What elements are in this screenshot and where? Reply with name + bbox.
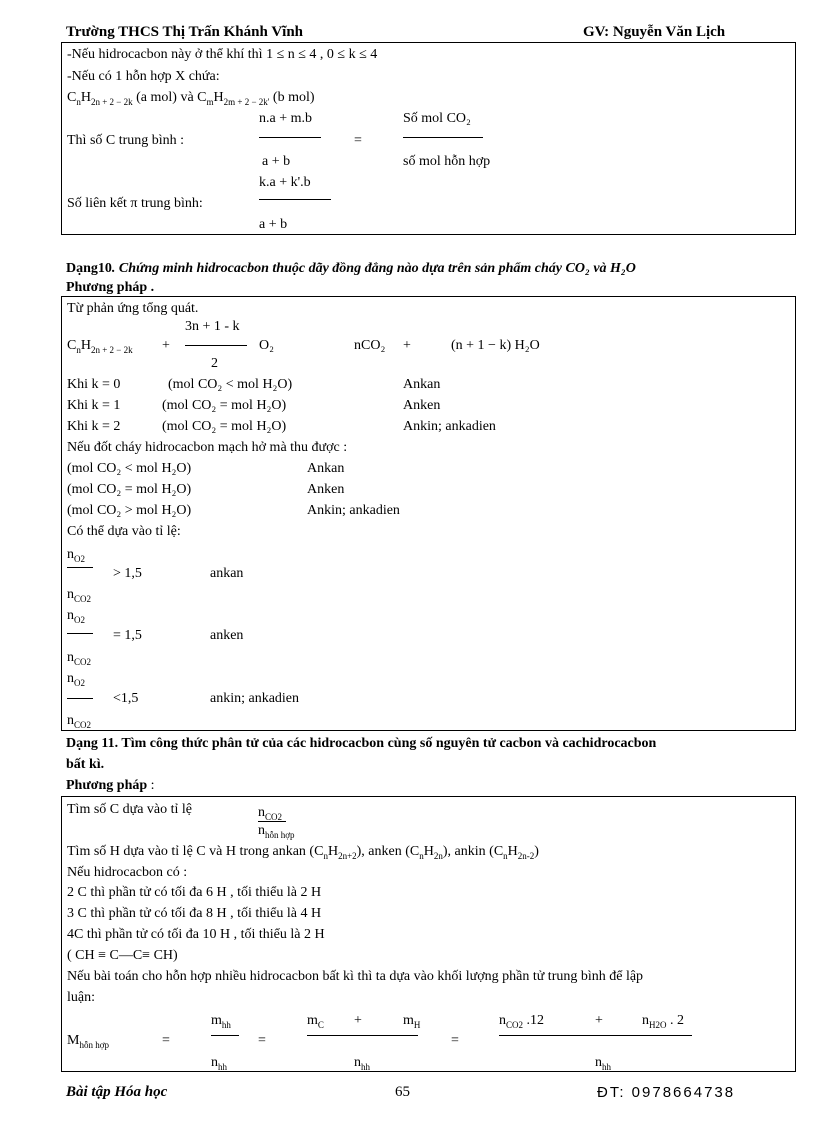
avg-c-denominator: a + b [262,154,291,169]
avg-pi-label: Số liên kết π trung bình: [67,196,203,211]
dang11-title-line2: bất kì. [66,757,105,772]
k2-label: Khi k = 2 [67,419,121,434]
ratio1-result: ankan [210,566,244,581]
box1-mix-formula: $C_nH_{2n + 2 - 2k}$ (a mol) và $C_mH_{2m + 2 - 2k'}$ (b mol) [67,90,315,107]
reaction-co2: nCO₂ [354,338,386,353]
burn-case-3-result: Ankin; ankadien [307,503,400,518]
m-frac3-bar [499,1035,692,1036]
k1-label: Khi k = 1 [67,398,121,413]
reaction-reactant: $C_nH_{2n + 2 - 2k}$ [67,338,133,355]
ratio1-bar [67,567,93,568]
ratio3-value: <1,5 [113,691,139,706]
avg-c-equals: = [354,133,362,148]
dang11-title [66,737,656,751]
dang11-method [66,779,155,793]
avg-c-numerator-2: Số mol CO₂ [403,111,471,126]
k2-result: Ankin; ankadien [403,419,496,434]
k0-condition: (mol CO₂ < mol H₂O) [168,377,293,392]
m-frac3-nh2o: $n_{H2O}$ . 2 [642,1013,684,1030]
ratio2-bar [67,633,93,634]
reaction-o2-numerator: 3n + 1 - k [185,319,240,334]
ratio1-numerator: $n_{O2}$ [67,547,85,564]
ratio1-value: > 1,5 [113,566,142,581]
m-frac1-bar [211,1035,239,1036]
burn-case-2-result: Anken [307,482,345,497]
m-eq-2: = [258,1033,266,1048]
footer-phone: ĐT: 0978664738 [597,1084,736,1101]
m-frac1-numerator: $m_{hh}$ [211,1013,231,1030]
reaction-plus-2: + [403,338,411,353]
ratio1-denominator: $n_{CO2}$ [67,587,92,604]
k0-result: Ankan [403,377,441,392]
m-avg-subscript: hỗn hợp [79,1039,109,1050]
m-frac3-denominator: $n_{hh}$ [595,1055,611,1072]
avg-c-fraction-bar-2 [403,137,483,138]
avg-pi-denominator: a + b [259,217,288,232]
dang10-title-bold: Dạng10 [66,261,112,276]
mix-line-1: Nếu bài toán cho hỗn hợp nhiều hidrocacbon bất kì thì ta dựa vào khối lượng phần tử trung bình để lập [67,969,644,984]
dang10-method-label: Phương pháp [66,280,148,295]
dang11-method-label: Phương pháp [66,778,148,793]
reaction-o2: O₂ [259,338,274,353]
burn-intro: Nếu đốt cháy hidrocacbon mạch hở mà thu được : [67,440,348,455]
header-school: Trường THCS Thị Trấn Khánh Vĩnh [66,24,303,40]
m-frac3-dot2: . 2 [670,1013,684,1028]
dang10-method-end: . [147,280,155,295]
m-avg-symbol: M [67,1033,80,1048]
footer-title: Bài tập Hóa học [66,1084,168,1100]
ratio2-numerator: $n_{O2}$ [67,608,85,625]
box1-mix-mid: (a mol) và [132,90,198,105]
m-eq-3: = [451,1033,459,1048]
avg-c-denominator-2: số mol hỗn hợp [403,154,491,169]
ratio3-result: ankin; ankadien [210,691,300,706]
dang10-method [66,281,154,295]
avg-pi-numerator: k.a + k'.b [259,175,311,190]
ratio2-denominator: $n_{CO2}$ [67,650,92,667]
box1-line1: -Nếu hidrocacbon này ở thể khí thì 1 ≤ n ≤ 4 , 0 ≤ k ≤ 4 [67,47,378,62]
m-frac2-plus: + [354,1013,362,1028]
find-c-label: Tìm số C dựa vào tỉ lệ [67,802,193,817]
m-avg-label [67,1034,109,1048]
dang11-method-end: : [147,778,155,793]
find-h-mid2: ), ankin ( [442,844,494,859]
burn-case-1-result: Ankan [307,461,345,476]
find-c-denominator: $n_{hỗn hợp}$ [258,823,295,840]
dang11-title-rest: . Tìm công thức phân tử của các hidrocacbon cùng số nguyên tử cacbon và cachidrocacbon [114,736,657,751]
box1-line2: -Nếu có 1 hỗn hợp X chứa: [67,69,220,84]
m-frac2-mh: $m_H$ [403,1013,421,1030]
ratio3-numerator: $n_{O2}$ [67,671,85,688]
k1-condition: (mol CO₂ = mol H₂O) [162,398,287,413]
burn-case-3: (mol CO₂ > mol H₂O) [67,503,192,518]
reaction-h2o: (n + 1 − k) H₂O [451,338,540,353]
dang10-intro: Từ phản ứng tổng quát. [67,301,199,316]
if-hc: Nếu hidrocacbon có : [67,865,188,880]
find-c-numerator: $n_{CO2}$ [258,805,283,822]
m-frac2-mc: $m_C$ [307,1013,324,1030]
avg-c-label: Thì số C trung bình : [67,133,185,148]
reaction-plus-1: + [162,338,170,353]
ratio3-denominator: $n_{CO2}$ [67,713,92,730]
avg-c-fraction-bar [259,137,321,138]
find-c-bar [258,821,286,822]
dang10-title-rest: . Chứng minh hidrocacbon thuộc dãy đồng đẳng nào dựa trên sản phẩm cháy CO₂ và H₂O [111,261,636,276]
k0-label: Khi k = 0 [67,377,121,392]
m-frac3-nco2: $n_{CO2}$ .12 [499,1013,545,1030]
avg-pi-fraction-bar [259,199,331,200]
case-3c: 3 C thì phần tử có tối đa 8 H , tối thiểu là 4 H [67,906,322,921]
reaction-o2-denominator: 2 [211,356,218,371]
structure: ( CH ≡ C—C≡ CH) [67,948,178,963]
k2-condition: (mol CO₂ = mol H₂O) [162,419,287,434]
burn-case-2: (mol CO₂ = mol H₂O) [67,482,192,497]
reaction-fraction-bar [185,345,247,346]
m-eq-1: = [162,1033,170,1048]
dang11-title-bold: Dạng 11 [66,736,115,751]
avg-c-numerator: n.a + m.b [259,111,312,126]
find-h-mid1: ), anken ( [356,844,410,859]
m-frac3-plus: + [595,1013,603,1028]
case-4c: 4C thì phần tử có tối đa 10 H , tối thiểu là 2 H [67,927,325,942]
find-h-line: Tìm số H dựa vào tỉ lệ C và H trong ankan $(C_nH_{2n+2})$, anken $(C_nH_{2n})$, ankin $(C_nH_{2n-2})$ [67,844,539,861]
ratio2-result: anken [210,628,244,643]
header-teacher: GV: Nguyễn Văn Lịch [583,24,726,40]
m-frac3-dot12: .12 [526,1013,545,1028]
find-h-prefix: Tìm số H dựa vào tỉ lệ C và H trong ankan ( [67,844,315,859]
burn-case-1: (mol CO₂ < mol H₂O) [67,461,192,476]
footer-page-number: 65 [395,1084,410,1100]
find-h-end: ) [534,844,539,859]
m-frac2-bar [307,1035,418,1036]
ratio-intro: Có thể dựa vào tỉ lệ: [67,524,181,539]
mix-line-2: luận: [67,990,95,1005]
m-frac1-denominator: $n_{hh}$ [211,1055,227,1072]
case-2c: 2 C thì phần tử có tối đa 6 H , tối thiểu là 2 H [67,885,322,900]
m-frac2-denominator: $n_{hh}$ [354,1055,370,1072]
box1-mix-end: (b mol) [269,90,315,105]
dang10-title [66,262,636,276]
ratio2-value: = 1,5 [113,628,142,643]
ratio3-bar [67,698,93,699]
k1-result: Anken [403,398,441,413]
